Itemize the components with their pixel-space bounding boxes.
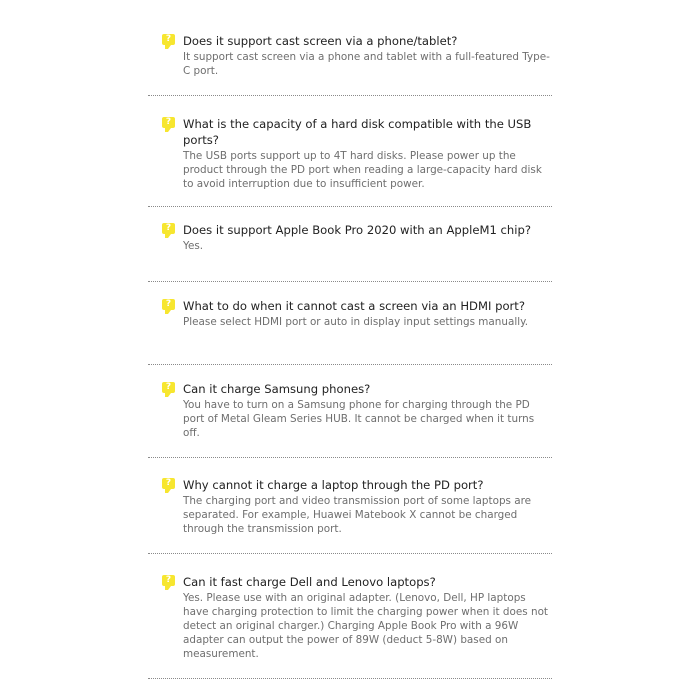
faq-item — [148, 222, 552, 253]
faq-question-row — [148, 298, 552, 314]
faq-question-row — [148, 33, 552, 49]
question-bubble-icon: ? — [162, 575, 175, 586]
faq-question: Can it fast charge Dell and Lenovo laptops? — [183, 575, 436, 589]
faq-item — [148, 116, 552, 191]
faq-question: Can it charge Samsung phones? — [183, 382, 371, 396]
question-bubble-icon: ? — [162, 299, 175, 310]
divider — [148, 678, 552, 679]
faq-question: What to do when it cannot cast a screen via an HDMI port? — [183, 299, 526, 313]
faq-answer: Yes. — [183, 240, 204, 252]
question-bubble-icon: ? — [162, 478, 175, 489]
faq-item — [148, 33, 552, 78]
divider — [148, 364, 552, 365]
faq-question-row — [148, 574, 552, 590]
faq-item — [148, 574, 552, 661]
faq-item — [148, 298, 552, 329]
divider — [148, 95, 552, 96]
faq-question-row — [148, 222, 552, 238]
question-bubble-icon: ? — [162, 223, 175, 234]
faq-question-row — [148, 116, 552, 148]
faq-question: Why cannot it charge a laptop through the PD port? — [183, 478, 484, 492]
faq-answer: You have to turn on a Samsung phone for charging through the PD port of Metal Gleam Series HUB. It cannot be charged when it turns off. — [183, 399, 535, 439]
faq-answer: The USB ports support up to 4T hard disks. Please power up the product through the PD port when reading a large-capacity hard disk to avoid interruption due to insufficient power. — [183, 150, 542, 190]
divider — [148, 457, 552, 458]
faq-item — [148, 477, 552, 536]
faq-answer: It support cast screen via a phone and tablet with a full-featured Type-C port. — [183, 51, 550, 77]
faq-question: Does it support Apple Book Pro 2020 with an AppleM1 chip? — [183, 223, 531, 237]
divider — [148, 553, 552, 554]
faq-question: Does it support cast screen via a phone/tablet? — [183, 34, 458, 48]
faq-answer: The charging port and video transmission port of some laptops are separated. For example, Huawei Matebook X cannot be charged through the transmission port. — [183, 495, 532, 535]
faq-question-row — [148, 477, 552, 493]
question-bubble-icon: ? — [162, 34, 175, 45]
faq-question: What is the capacity of a hard disk compatible with the USB ports? — [183, 117, 532, 147]
question-bubble-icon: ? — [162, 117, 175, 128]
faq-item — [148, 381, 552, 440]
faq-answer: Please select HDMI port or auto in display input settings manually. — [183, 316, 529, 328]
question-bubble-icon: ? — [162, 382, 175, 393]
divider — [148, 281, 552, 282]
faq-answer: Yes. Please use with an original adapter. (Lenovo, Dell, HP laptops have charging protection to limit the charging power when it does not detect an original charger.) Charging Apple Book Pro with a 96W adapter can output the power of 89W (deduct 5-8W) based on measurement. — [183, 592, 548, 660]
divider — [148, 206, 552, 207]
faq-question-row — [148, 381, 552, 397]
